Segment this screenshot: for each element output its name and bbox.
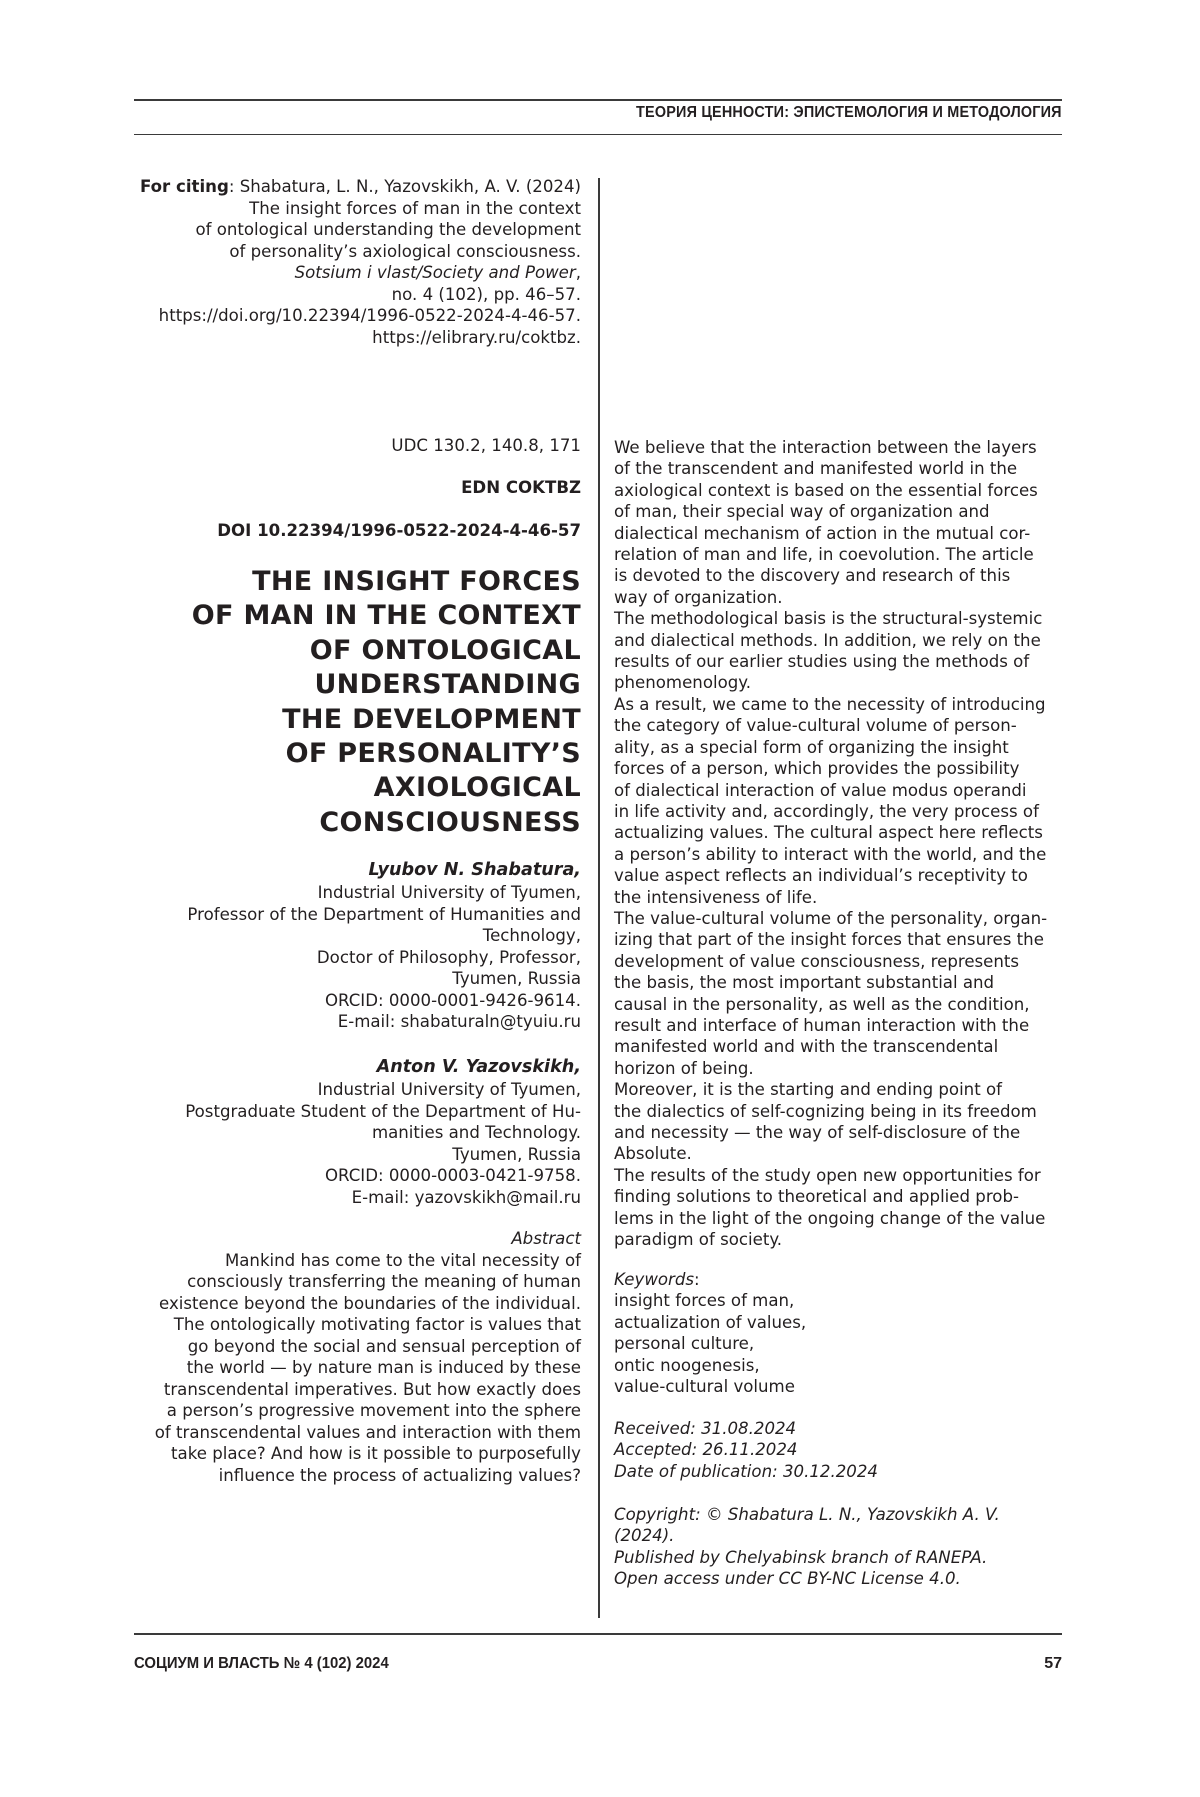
abstract-line: go beyond the social and sensual perception of: [187, 1336, 581, 1356]
title-line: OF PERSONALITY’S: [285, 738, 581, 770]
running-head: ТЕОРИЯ ЦЕННОСТИ: ЭПИСТЕМОЛОГИЯ И МЕТОДОЛОГИЯ: [636, 104, 1062, 121]
author-affiliation-line: Tyumen, Russia: [452, 1144, 581, 1164]
title-line: UNDERSTANDING: [314, 669, 581, 701]
citation-doi-link[interactable]: https://doi.org/10.22394/1996-0522-2024-4-46-57.: [158, 306, 581, 325]
author-affiliation-line: Technology,: [482, 926, 581, 945]
body-line: manifested world and with the transcendental: [614, 1037, 999, 1057]
body-line: As a result, we came to the necessity of introducing: [614, 694, 1046, 714]
body-line: lems in the light of the ongoing change of the value: [614, 1208, 1046, 1228]
citation-line-4: of personality’s axiological consciousness.: [229, 241, 581, 261]
header-rule-top: [134, 99, 1062, 101]
abstract-line: consciously transferring the meaning of human: [187, 1272, 581, 1291]
citation-journal: Sotsium i vlast/Society and Power: [294, 263, 576, 282]
body-line: forces of a person, which provides the possibility: [614, 759, 1020, 779]
citation-line-2: The insight forces of man in the context: [249, 198, 581, 218]
author-orcid: ORCID: 0000-0003-0421-9758.: [324, 1166, 581, 1185]
keywords-heading: Keywords:: [614, 1270, 700, 1289]
keyword-item: ontic noogenesis,: [614, 1355, 760, 1375]
citation-journal-line: Sotsium i vlast/Society and Power,: [294, 263, 581, 282]
body-line: a person’s ability to interact with the world, and the: [614, 844, 1047, 864]
body-line: way of organization.: [614, 587, 783, 607]
copyright-block: [614, 1504, 1064, 1590]
body-line: dialectical mechanism of action in the mutual cor-: [614, 523, 1031, 543]
author-affiliation-line: Postgraduate Student of the Department of Hu-: [185, 1101, 581, 1121]
footer-rule: [134, 1633, 1062, 1635]
author-orcid: ORCID: 0000-0001-9426-9614.: [324, 990, 581, 1010]
body-line: relation of man and life, in coevolution. The article: [614, 545, 1034, 565]
edn-code: EDN COKTBZ: [461, 478, 581, 497]
author-affiliation-line: Industrial University of Tyumen,: [317, 1080, 581, 1099]
column-divider: [598, 178, 600, 1618]
page-number: 57: [1044, 1655, 1062, 1672]
abstract-block: [81, 1228, 581, 1486]
body-line: of the transcendent and manifested world in the: [614, 459, 1018, 479]
abstract-line: influence the process of actualizing values?: [218, 1465, 581, 1485]
body-line: causal in the personality, as well as the condition,: [614, 994, 1030, 1014]
body-line: Moreover, it is the starting and ending point of: [614, 1080, 1002, 1100]
body-line: and necessity — the way of self-disclosure of the: [614, 1123, 1021, 1142]
body-line: value aspect reflects an individual’s receptivity to: [614, 866, 1028, 886]
publisher-line: Published by Chelyabinsk branch of RANEPA.: [614, 1547, 988, 1567]
keyword-item: actualization of values,: [614, 1312, 807, 1332]
abstract-line: take place? And how is it possible to purposefully: [171, 1444, 581, 1463]
author-affiliation-line: manities and Technology.: [371, 1123, 581, 1142]
body-line: ality, as a special form of organizing the insight: [614, 737, 1009, 757]
body-line: results of our earlier studies using the methods of: [614, 652, 1030, 672]
title-line: AXIOLOGICAL: [373, 772, 581, 804]
citation-block: [81, 176, 581, 348]
author-email[interactable]: E-mail: shabaturaln@tyuiu.ru: [337, 1012, 581, 1031]
body-line: phenomenology.: [614, 673, 751, 693]
citation-line-6: no. 4 (102), pp. 46–57.: [391, 284, 581, 304]
body-line: development of value consciousness, represents: [614, 951, 1020, 971]
received-date: Received: 31.08.2024: [614, 1419, 797, 1438]
body-line: finding solutions to theoretical and applied prob-: [614, 1187, 1019, 1207]
author-name: Anton V. Yazovskikh,: [376, 1057, 581, 1077]
publication-date: Date of publication: 30.12.2024: [614, 1461, 878, 1481]
body-line: the intensiveness of life.: [614, 887, 818, 907]
citation-line-3: of ontological understanding the development: [195, 220, 581, 239]
body-line: of dialectical interaction of value modus operandi: [614, 780, 1027, 800]
author-affiliation-line: Industrial University of Tyumen,: [317, 883, 581, 902]
body-line: the category of value-cultural volume of person-: [614, 716, 1017, 736]
citation-label: For citing: [139, 177, 229, 196]
body-line: result and interface of human interaction with the: [614, 1015, 1030, 1035]
copyright-line: Copyright: © Shabatura L. N., Yazovskikh A. V. (2024).: [614, 1505, 1000, 1546]
dates-block: [614, 1418, 1064, 1482]
body-line: the dialectics of self-cognizing being in its freedom: [614, 1101, 1037, 1121]
body-line: of man, their special way of organization and: [614, 502, 990, 522]
title-line: OF ONTOLOGICAL: [309, 634, 581, 666]
abstract-line: existence beyond the boundaries of the individual.: [159, 1293, 581, 1313]
keyword-item: personal culture,: [614, 1334, 755, 1354]
author-affiliation-line: Doctor of Philosophy, Professor,: [316, 947, 581, 967]
body-line: We believe that the interaction between the layers: [614, 438, 1037, 457]
author-email[interactable]: E-mail: yazovskikh@mail.ru: [351, 1187, 581, 1207]
article-title: [81, 565, 581, 840]
title-line: CONSCIOUSNESS: [319, 806, 581, 838]
abstract-label: Abstract: [511, 1229, 581, 1248]
abstract-line: of transcendental values and interaction with them: [154, 1422, 581, 1442]
body-line: actualizing values. The cultural aspect here reflects: [614, 823, 1043, 843]
body-line: in life activity and, accordingly, the very process of: [614, 801, 1039, 821]
keyword-item: insight forces of man,: [614, 1291, 795, 1311]
doi-code: DOI 10.22394/1996-0522-2024-4-46-57: [217, 521, 581, 540]
body-line: The methodological basis is the structural-systemic: [614, 609, 1043, 629]
body-line: The value-cultural volume of the personality, organ-: [614, 908, 1048, 928]
abstract-line: the world — by nature man is induced by these: [186, 1358, 581, 1377]
body-line: The results of the study open new opportunities for: [614, 1165, 1041, 1185]
abstract-line: a person’s progressive movement into the sphere: [166, 1401, 581, 1420]
body-line: paradigm of society.: [614, 1230, 783, 1250]
citation-line-1: For citing: Shabatura, L. N., Yazovskikh, A. V. (2024): [139, 177, 581, 196]
author-name: Lyubov N. Shabatura,: [368, 860, 581, 880]
abstract-line: The ontologically motivating factor is values that: [173, 1315, 581, 1334]
udc-code: UDC 130.2, 140.8, 171: [391, 436, 581, 455]
keywords-block: [614, 1269, 1064, 1397]
author-affiliation-line: Tyumen, Russia: [452, 969, 581, 988]
abstract-line: Mankind has come to the vital necessity of: [224, 1250, 581, 1270]
accepted-date: Accepted: 26.11.2024: [614, 1440, 798, 1460]
author-affiliation-line: Professor of the Department of Humanities and: [187, 904, 581, 924]
keywords-label: Keywords: [614, 1270, 695, 1289]
header-rule-bottom: [134, 134, 1062, 135]
journal-footer: СОЦИУМ И ВЛАСТЬ № 4 (102) 2024: [134, 1655, 389, 1672]
body-line: and dialectical methods. In addition, we rely on the: [614, 630, 1041, 650]
license-line: Open access under CC BY-NC License 4.0.: [614, 1569, 961, 1589]
author-block-2: [81, 1055, 581, 1208]
title-line: OF MAN IN THE CONTEXT: [191, 600, 581, 632]
body-line: horizon of being.: [614, 1058, 754, 1078]
body-line: the basis, the most important substantial and: [614, 973, 995, 993]
keyword-item: value-cultural volume: [614, 1377, 795, 1397]
author-block-1: [81, 858, 581, 1033]
body-line: is devoted to the discovery and research of this: [614, 566, 1011, 586]
body-line: axiological context is based on the essential forces: [614, 480, 1038, 500]
title-line: THE INSIGHT FORCES: [252, 566, 581, 597]
body-line: Absolute.: [614, 1144, 692, 1164]
body-line: izing that part of the insight forces that ensures the: [614, 930, 1044, 950]
citation-elibrary-link[interactable]: https://elibrary.ru/coktbz.: [372, 327, 581, 347]
abstract-continuation: [614, 437, 1064, 1250]
abstract-line: transcendental imperatives. But how exactly does: [163, 1379, 581, 1399]
title-line: THE DEVELOPMENT: [282, 703, 581, 735]
